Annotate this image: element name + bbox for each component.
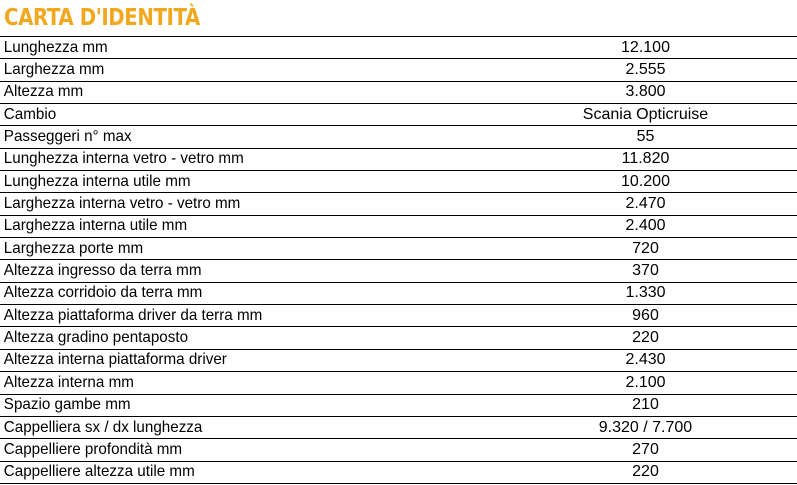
row-label: Cambio (3, 105, 57, 123)
table-row (0, 171, 797, 193)
table-row (0, 59, 797, 81)
table-row (0, 238, 797, 260)
table-row (0, 372, 797, 394)
row-value: 9.320 / 7.700 (598, 418, 693, 436)
table-row (0, 193, 797, 215)
row-label: Larghezza porte mm (3, 239, 144, 257)
row-value: 2.400 (625, 217, 666, 235)
row-value: 2.470 (625, 195, 666, 213)
row-label: Lunghezza interna vetro - vetro mm (3, 150, 244, 168)
row-label: Cappelliere profondità mm (3, 440, 183, 458)
table-row (0, 149, 797, 171)
row-value: 2.430 (625, 351, 666, 369)
table-row (0, 283, 797, 305)
row-label: Larghezza mm (3, 61, 105, 79)
table-row (0, 37, 797, 59)
row-value: 1.330 (625, 284, 666, 302)
row-label: Larghezza interna vetro - vetro mm (3, 195, 241, 213)
table-row (0, 305, 797, 327)
row-label: Lunghezza interna utile mm (3, 172, 191, 190)
row-value: 270 (632, 440, 659, 458)
table-row (0, 260, 797, 282)
spec-table (0, 36, 797, 484)
table-row (0, 82, 797, 104)
row-label: Cappelliera sx / dx lunghezza (3, 418, 203, 436)
table-row (0, 417, 797, 439)
row-label: Larghezza interna utile mm (3, 217, 188, 235)
table-row (0, 395, 797, 417)
row-value: 2.555 (625, 61, 666, 79)
row-label: Altezza gradino pentaposto (3, 329, 189, 347)
row-value: 12.100 (621, 38, 670, 56)
row-label: Altezza piattaforma driver da terra mm (3, 306, 263, 324)
table-row (0, 350, 797, 372)
row-value: 10.200 (621, 172, 670, 190)
row-value: 720 (632, 239, 659, 257)
row-label: Altezza corridoio da terra mm (3, 284, 203, 302)
row-label: Passeggeri n° max (3, 128, 132, 146)
table-row (0, 462, 797, 484)
row-value: 2.100 (625, 373, 666, 391)
row-label: Altezza interna mm (3, 373, 134, 391)
table-row (0, 327, 797, 349)
table-row (0, 126, 797, 148)
row-value: Scania Opticruise (582, 105, 709, 123)
row-label: Altezza interna piattaforma driver (3, 351, 227, 369)
table-row (0, 439, 797, 461)
row-label: Altezza ingresso da terra mm (3, 262, 202, 280)
table-row (0, 104, 797, 126)
row-value: 960 (632, 306, 659, 324)
row-label: Altezza mm (3, 83, 84, 101)
table-row (0, 216, 797, 238)
row-label: Spazio gambe mm (3, 396, 131, 414)
row-value: 55 (636, 128, 655, 146)
row-label: Lunghezza mm (3, 38, 108, 56)
page-title: CARTA D'IDENTITÀ (4, 5, 200, 31)
row-value: 210 (632, 396, 659, 414)
row-value: 3.800 (625, 83, 666, 101)
row-value: 220 (632, 463, 659, 481)
row-value: 220 (632, 329, 659, 347)
row-label: Cappelliere altezza utile mm (3, 463, 195, 481)
row-value: 11.820 (621, 150, 670, 168)
row-value: 370 (632, 262, 659, 280)
